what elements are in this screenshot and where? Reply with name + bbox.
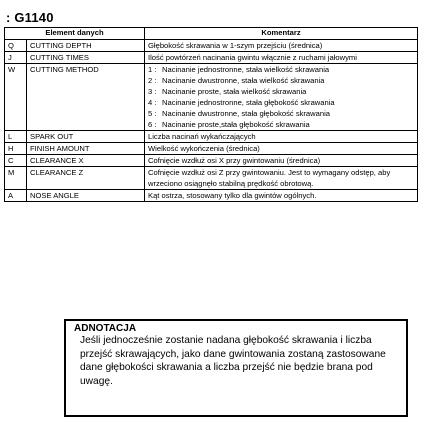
annotation-title: ADNOTACJA: [74, 323, 137, 334]
row-code: A: [5, 190, 27, 202]
row-code: M: [5, 167, 27, 190]
method-item: [148, 86, 414, 97]
row-comment: Ilość powtórzeń nacinania gwintu włącznie z ruchami jałowymi: [145, 52, 418, 64]
row-code: W: [5, 64, 27, 131]
method-item: [148, 97, 414, 108]
row-comment-methods: [145, 64, 418, 131]
method-item: [148, 64, 414, 75]
row-element: NOSE ANGLE: [27, 190, 145, 202]
row-comment: Kąt ostrza, stosowany tylko dla gwintów ogólnych.: [145, 190, 418, 202]
row-code: L: [5, 131, 27, 143]
method-number: 5 :: [148, 109, 157, 118]
table-row: [5, 64, 418, 131]
header-comment: Komentarz: [145, 28, 418, 40]
method-number: 6 :: [148, 120, 157, 129]
row-element: CLEARANCE X: [27, 155, 145, 167]
row-code: J: [5, 52, 27, 64]
row-element: CUTTING METHOD: [27, 64, 145, 131]
row-element: SPARK OUT: [27, 131, 145, 143]
row-comment: Wielkość wykończenia (średnica): [145, 143, 418, 155]
table-row: [5, 131, 418, 143]
table-row: [5, 155, 418, 167]
method-text: Nacinanie jednostronne, stała głębokość skrawania: [162, 98, 335, 107]
table-row: [5, 40, 418, 52]
method-number: 3 :: [148, 87, 157, 96]
row-comment: Cofnięcie wzdłuż osi Z przy gwintowaniu. Jest to wymagany odstęp, aby wrzeciono osiągnęło stabilną prędkość obrotową.: [145, 167, 418, 190]
method-item: [148, 119, 414, 130]
method-number: 1 :: [148, 65, 157, 74]
method-text: Nacinanie dwustronne, stała wielkość skrawania: [162, 76, 325, 85]
table-row: [5, 52, 418, 64]
method-number: 4 :: [148, 98, 157, 107]
page-title: : G1140: [6, 10, 54, 25]
table-row: [5, 143, 418, 155]
method-text: Nacinanie proste, stała wielkość skrawania: [162, 87, 307, 96]
row-comment: Cofnięcie wzdłuż osi X przy gwintowaniu (średnica): [145, 155, 418, 167]
row-element: CUTTING DEPTH: [27, 40, 145, 52]
row-code: C: [5, 155, 27, 167]
row-code: Q: [5, 40, 27, 52]
table-header-row: [5, 28, 418, 40]
method-text: Nacinanie jednostronne, stała wielkość skrawania: [162, 65, 330, 74]
row-code: H: [5, 143, 27, 155]
method-item: [148, 108, 414, 119]
method-text: Nacinanie proste,stała głębokość skrawania: [162, 120, 310, 129]
table-row: [5, 167, 418, 190]
row-element: CUTTING TIMES: [27, 52, 145, 64]
row-element: CLEARANCE Z: [27, 167, 145, 190]
row-comment: Liczba nacinań wykańczających: [145, 131, 418, 143]
method-number: 2 :: [148, 76, 157, 85]
annotation-box: [64, 319, 408, 417]
method-text: Nacinanie dwustronne, stała głębokość skrawania: [162, 109, 331, 118]
row-comment: Głębokość skrawania w 1-szym przejściu (średnica): [145, 40, 418, 52]
annotation-body: Jeśli jednocześnie zostanie nadana głębokość skrawania i liczba przejść skrawających, jako dane gwintowania zostaną zastosowane dane głębokości skrawania a liczba przejść nie będzie brana pod uwagę.: [80, 335, 386, 387]
method-item: [148, 75, 414, 86]
header-element: Element danych: [5, 28, 145, 40]
row-element: FINISH AMOUNT: [27, 143, 145, 155]
table-row: [5, 190, 418, 202]
parameter-table: [4, 27, 418, 202]
